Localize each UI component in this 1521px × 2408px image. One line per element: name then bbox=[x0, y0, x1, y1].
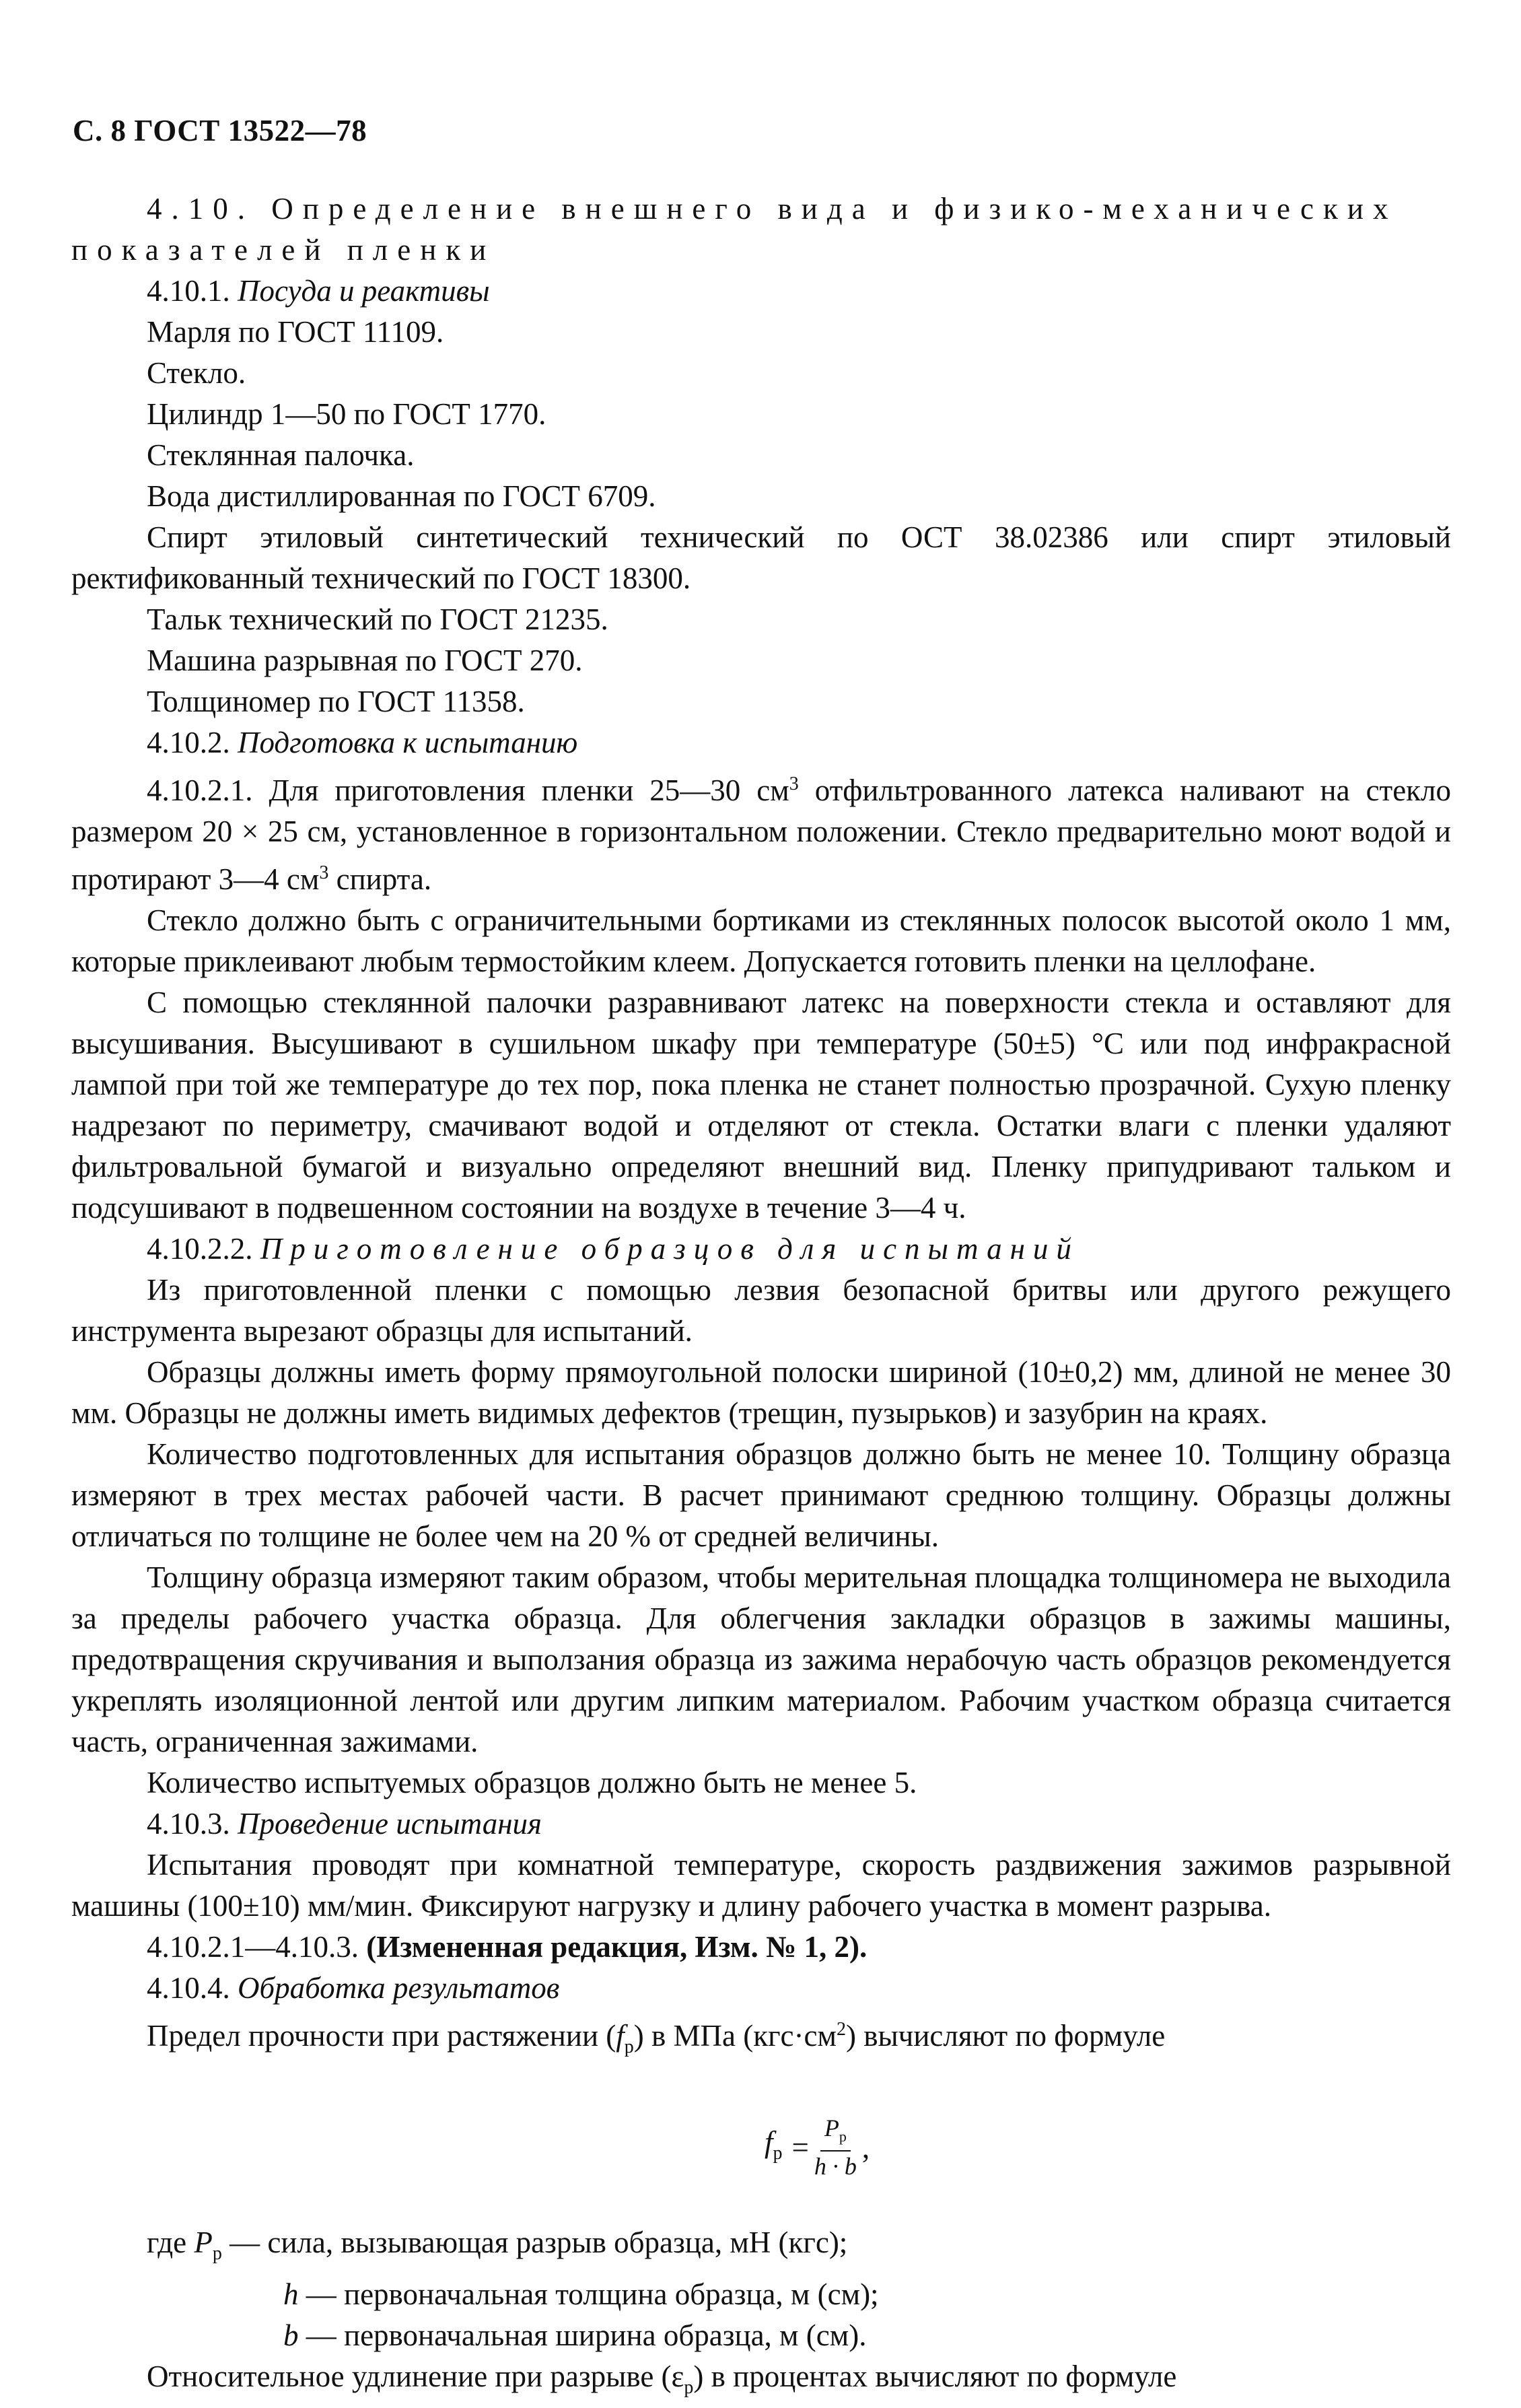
text-run: ) вычисляют по формуле bbox=[845, 2019, 1166, 2053]
where-item bbox=[71, 2274, 1451, 2315]
paragraph-tensile-strength bbox=[71, 2009, 1451, 2067]
text-run: ) в процентах вычисляют по формуле bbox=[693, 2360, 1177, 2393]
paragraph: Количество испытуемых образцов должно быть не менее 5. bbox=[147, 1766, 917, 1799]
formula-fraction bbox=[814, 2114, 857, 2181]
where-lead: где bbox=[147, 2226, 187, 2259]
subsection-number: 4.10.2. bbox=[147, 726, 230, 759]
formula-denominator: h · b bbox=[814, 2153, 857, 2180]
reagent-item: Спирт этиловый синтетический технический по ОСТ 38.02386 или спирт этиловый ректификованный технический по ГОСТ 18300. bbox=[71, 520, 1451, 595]
amendment-note bbox=[71, 1927, 1451, 1968]
paragraph: Толщину образца измеряют таким образом, чтобы мерительная площадка толщиномера не выходила за пределы рабочего участка образца. Для облегчения закладки образцов в зажимы машины, предотвращения скручивания и выползания образца из зажима нерабочую часть образцов рекомендуется укреплять изоляционной лентой или другим липким материалом. Рабочим участком образца считается часть, ограниченная зажимами. bbox=[71, 1560, 1451, 1758]
paragraph: Стекло должно быть с ограничительными бортиками из стеклянных полосок высотой около 1 мм, которые приклеивают любым термостойким клеем. Допускается готовить пленки на целлофане. bbox=[71, 903, 1451, 978]
formula-numerator: $P_р$ bbox=[820, 2114, 851, 2152]
symbol: b bbox=[283, 2318, 299, 2352]
reagent-item: Стеклянная палочка. bbox=[147, 438, 415, 472]
paragraph-4-10-2-1 bbox=[71, 763, 1451, 900]
symbol: P bbox=[194, 2226, 213, 2259]
subscript: р bbox=[212, 2243, 222, 2264]
subsection-4-10-2-heading bbox=[71, 722, 1451, 763]
section-title-line1: Определение внешнего вида и физико-механических bbox=[271, 192, 1398, 226]
text-run: — первоначальная ширина образца, м (см). bbox=[298, 2318, 867, 2352]
reagent-item: Вода дистиллированная по ГОСТ 6709. bbox=[147, 479, 656, 513]
where-item bbox=[71, 2222, 1451, 2274]
text-run: — первоначальная толщина образца, м (см); bbox=[298, 2277, 879, 2311]
document-body bbox=[71, 188, 1451, 2408]
page-header: С. 8 ГОСТ 13522—78 bbox=[73, 114, 367, 147]
amendment-text: (Измененная редакция, Изм. № 1, 2). bbox=[366, 1930, 868, 1964]
superscript: 2 bbox=[836, 2019, 846, 2040]
subsection-number: 4.10.4. bbox=[147, 1971, 230, 2005]
subsection-title: Подготовка к испытанию bbox=[238, 726, 578, 759]
where-item bbox=[71, 2315, 1451, 2356]
reagent-item: Машина разрывная по ГОСТ 270. bbox=[147, 644, 583, 677]
symbol: h bbox=[283, 2277, 299, 2311]
tensile-formula bbox=[765, 2114, 870, 2181]
reagent-item: Стекло. bbox=[147, 356, 246, 390]
formula-lhs: $f_р$ bbox=[765, 2125, 783, 2164]
section-number: 4.10. bbox=[147, 192, 254, 226]
paragraph: С помощью стеклянной палочки разравнивают латекс на поверхности стекла и оставляют для высушивания. Высушивают в сушильном шкафу при температуре (50±5) °С или под инфракрасной лампой при той же температуре до тех пор, пока пленка не станет полностью прозрачной. Сухую пленку надрезают по периметру, смачивают водой и отделяют от стекла. Остатки влаги с пленки удаляют фильтровальной бумагой и визуально определяют внешний вид. Пленку припудривают тальком и подсушивают в подвешенном состоянии на воздухе в течение 3—4 ч. bbox=[71, 986, 1451, 1225]
paragraph: Количество подготовленных для испытания образцов должно быть не менее 10. Толщину образца измеряют в трех местах рабочей части. В расчет принимают среднюю толщину. Образцы должны отличаться по толщине не более чем на 20 % от средней величины. bbox=[71, 1437, 1451, 1553]
paragraph: Из приготовленной пленки с помощью лезвия безопасной бритвы или другого режущего инструмента вырезают образцы для испытаний. bbox=[71, 1273, 1451, 1348]
subsection-title: Обработка результатов bbox=[238, 1971, 560, 2005]
subsection-number: 4.10.2.2. bbox=[147, 1232, 253, 1266]
formula-equals: = bbox=[791, 2131, 809, 2165]
subsection-4-10-4-heading bbox=[71, 1968, 1451, 2009]
reagent-item: Тальк технический по ГОСТ 21235. bbox=[147, 603, 608, 636]
subscript: р bbox=[624, 2036, 634, 2057]
text-run: — сила, вызывающая разрыв образца, мН (кгс); bbox=[221, 2226, 848, 2259]
text-run: отфильтрованного латекса наливают на стекло размером 20 × 25 см, установленное в горизонтальном положении. Стекло предварительно моют водой и протирают 3—4 см bbox=[71, 773, 1451, 896]
text-run: спирта. bbox=[328, 862, 432, 896]
paragraph: Испытания проводят при комнатной температуре, скорость раздвижения зажимов разрывной машины (100±10) мм/мин. Фиксируют нагрузку и длину рабочего участка в момент разрыва. bbox=[71, 1848, 1451, 1923]
reagent-item: Марля по ГОСТ 11109. bbox=[147, 315, 444, 349]
text-run: Предел прочности при растяжении ( bbox=[147, 2019, 616, 2053]
superscript: 3 bbox=[319, 862, 329, 883]
reagent-item: Цилиндр 1—50 по ГОСТ 1770. bbox=[147, 397, 546, 431]
paragraph-elongation bbox=[71, 2356, 1451, 2408]
subsection-title: Приготовление образцов для испытаний bbox=[260, 1232, 1080, 1266]
formula-block bbox=[71, 2067, 1451, 2222]
subsection-title: Посуда и реактивы bbox=[238, 274, 490, 308]
text-run: ) в МПа (кгс·см bbox=[633, 2019, 837, 2053]
symbol: f bbox=[616, 2019, 625, 2053]
amendment-range: 4.10.2.1—4.10.3. bbox=[147, 1930, 359, 1964]
subsection-number: 4.10.1. bbox=[147, 274, 230, 308]
subsection-4-10-3-heading bbox=[71, 1803, 1451, 1845]
reagent-item: Толщиномер по ГОСТ 11358. bbox=[147, 685, 525, 718]
formula-tail: , bbox=[861, 2131, 870, 2165]
text-run: Относительное удлинение при разрыве (ε bbox=[147, 2360, 684, 2393]
subsection-number: 4.10.3. bbox=[147, 1807, 230, 1841]
paragraph: Образцы должны иметь форму прямоугольной полоски шириной (10±0,2) мм, длиной не менее 30 мм. Образцы не должны иметь видимых дефектов (трещин, пузырьков) и зазубрин на краях. bbox=[71, 1355, 1451, 1430]
superscript: 3 bbox=[789, 773, 799, 794]
subsection-title: Проведение испытания bbox=[238, 1807, 542, 1841]
subsection-4-10-1-heading bbox=[71, 271, 1451, 312]
text-run: 4.10.2.1. Для приготовления пленки 25—30 см bbox=[147, 773, 789, 807]
section-4-10-heading-cont: показателей пленки bbox=[71, 233, 496, 267]
subscript: р bbox=[684, 2377, 694, 2398]
section-4-10-heading bbox=[71, 188, 1451, 230]
subsection-4-10-2-2-heading bbox=[71, 1229, 1451, 1270]
